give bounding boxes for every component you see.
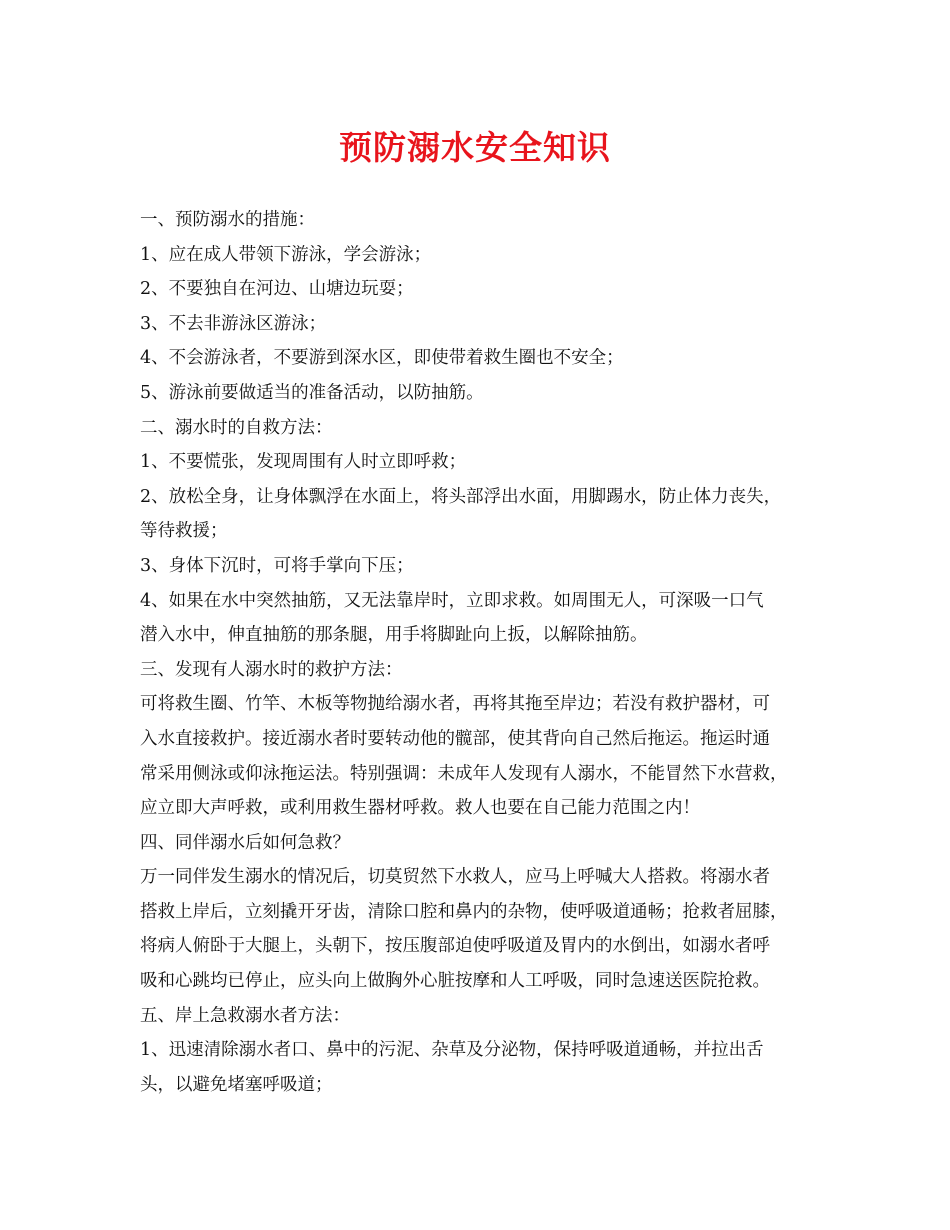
text-line: 将病人俯卧于大腿上，头朝下，按压腹部迫使呼吸道及胃内的水倒出，如溺水者呼 bbox=[140, 936, 770, 957]
text-line: 3、身体下沉时，可将手掌向下压； bbox=[140, 555, 414, 576]
text-line: 应立即大声呼救，或利用救生器材呼救。救人也要在自己能力范围之内！ bbox=[140, 798, 700, 819]
text-line: 搭救上岸后，立刻撬开牙齿，清除口腔和鼻内的杂物，使呼吸道通畅；抢救者屈膝， bbox=[140, 901, 788, 922]
section-heading-shore-first-aid: 五、岸上急救溺水者方法： bbox=[140, 1005, 350, 1026]
text-line: 等待救援； bbox=[140, 521, 228, 542]
section-heading-prevention: 一、预防溺水的措施： bbox=[140, 210, 315, 230]
page-title: 预防溺水安全知识 bbox=[339, 128, 611, 167]
section-heading-self-rescue: 二、溺水时的自救方法： bbox=[140, 417, 333, 438]
text-line: 入水直接救护。接近溺水者时要转动他的髋部，使其背向自己然后拖运。拖运时通 bbox=[140, 728, 770, 749]
text-line: 头，以避免堵塞呼吸道； bbox=[140, 1074, 333, 1095]
text-line: 万一同伴发生溺水的情况后，切莫贸然下水救人，应马上呼喊大人搭救。将溺水者 bbox=[140, 867, 770, 888]
text-line: 1、应在成人带领下游泳，学会游泳； bbox=[140, 244, 432, 265]
text-line: 潜入水中，伸直抽筋的那条腿，用手将脚趾向上扳，以解除抽筋。 bbox=[140, 625, 648, 646]
text-line: 5、游泳前要做适当的准备活动，以防抽筋。 bbox=[140, 382, 484, 403]
document-body bbox=[140, 203, 832, 1102]
text-line: 2、不要独自在河边、山塘边玩耍； bbox=[140, 279, 414, 300]
section-heading-companion-first-aid: 四、同伴溺水后如何急救？ bbox=[140, 832, 350, 853]
text-line: 常采用侧泳或仰泳拖运法。特别强调：未成年人发现有人溺水，不能冒然下水营救， bbox=[140, 763, 788, 784]
text-line: 吸和心跳均已停止，应头向上做胸外心脏按摩和人工呼吸，同时急速送医院抢救。 bbox=[140, 971, 770, 992]
text-line: 1、不要慌张，发现周围有人时立即呼救； bbox=[140, 452, 467, 473]
text-line: 4、不会游泳者，不要游到深水区，即使带着救生圈也不安全； bbox=[140, 348, 624, 369]
text-line: 1、迅速清除溺水者口、鼻中的污泥、杂草及分泌物，保持呼吸道通畅，并拉出舌 bbox=[140, 1040, 764, 1061]
text-line: 3、不去非游泳区游泳； bbox=[140, 313, 327, 334]
text-line: 4、如果在水中突然抽筋，又无法靠岸时，立即求救。如周围无人，可深吸一口气 bbox=[140, 590, 764, 611]
section-heading-rescue-others: 三、发现有人溺水时的救护方法： bbox=[140, 659, 403, 680]
text-line: 可将救生圈、竹竿、木板等物抛给溺水者，再将其拖至岸边；若没有救护器材，可 bbox=[140, 694, 770, 715]
text-line: 2、放松全身，让身体飘浮在水面上，将头部浮出水面，用脚踢水，防止体力丧失， bbox=[140, 486, 782, 507]
